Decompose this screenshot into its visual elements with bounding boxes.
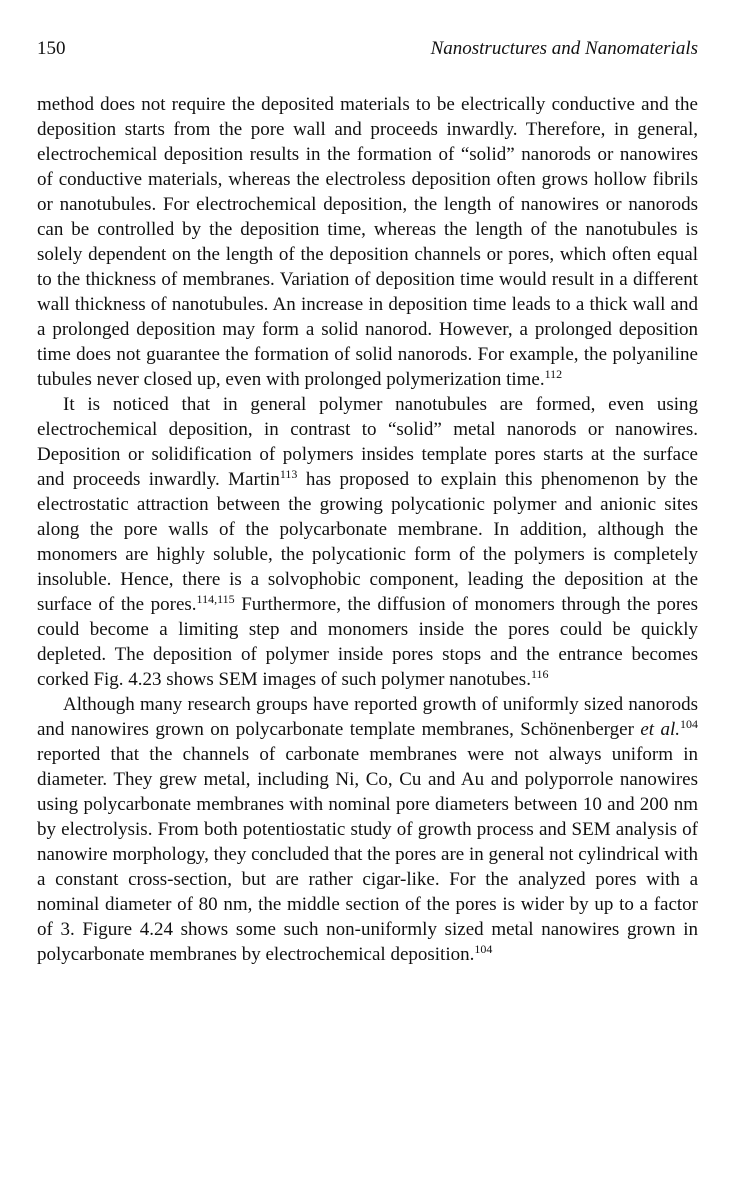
citation-superscript: 113 bbox=[279, 467, 298, 481]
body-text bbox=[37, 92, 698, 967]
paragraph-text: Furthermore, the diffusion of monomers through the pores could become a limiting step and monomers inside the pores could be quickly depleted. The deposition of polymer inside pores stops and the entrance becomes corked Fig. 4.23 shows SEM images of such polymer nanotubes. bbox=[37, 594, 698, 690]
paragraph-text: has proposed to explain this phenomenon by the electrostatic attraction between the growing polycationic polymer and anionic sites along the pore walls of the polycarbonate membrane. In addition, although the monomers are highly soluble, the polycationic form of the polymers is completely insoluble. Hence, there is a solvophobic component, leading the deposition at the surface of the pores. bbox=[37, 469, 698, 615]
citation-superscript: 114,115 bbox=[196, 592, 235, 606]
citation-superscript: 112 bbox=[544, 367, 563, 381]
paragraph bbox=[37, 692, 698, 967]
paragraph-text: Although many research groups have reported growth of uniformly sized nanorods and nanowires grown on polycarbonate template membranes, Schönenberger bbox=[37, 694, 698, 740]
book-page bbox=[37, 38, 698, 967]
paragraph bbox=[37, 392, 698, 692]
citation-superscript: 104 bbox=[474, 942, 493, 956]
page-header bbox=[37, 38, 698, 64]
paragraph-text: reported that the channels of carbonate membranes were not always uniform in diameter. They grew metal, including Ni, Co, Cu and Au and polyporrole nanowires using polycarbonate membranes with nominal pore diameters between 10 and 200 nm by electrolysis. From both potentiostatic study of growth process and SEM analysis of nanowire morphology, they concluded that the pores are in general not cylindrical with a constant cross-section, but are rather cigar-like. For the analyzed pores with a nominal diameter of 80 nm, the middle section of the pores is wider by up to a factor of 3. Figure 4.24 shows some such non-uniformly sized metal nanowires grown in polycarbonate membranes by electrochemical deposition. bbox=[37, 744, 698, 965]
running-title: Nanostructures and Nanomaterials bbox=[430, 38, 698, 59]
paragraph bbox=[37, 92, 698, 392]
paragraph-text: It is noticed that in general polymer nanotubules are formed, even using electrochemical deposition, in contrast to “solid” metal nanorods or nanowires. Deposition or solidification of polymers insides template pores starts at the surface and proceeds inwardly. Martin bbox=[37, 394, 698, 490]
citation-superscript: 104 bbox=[680, 717, 698, 731]
italic-text: et al. bbox=[640, 719, 680, 740]
paragraph-text: method does not require the deposited materials to be electrically conductive and the deposition starts from the pore wall and proceeds inwardly. Therefore, in general, electrochemical deposition results in the formation of “solid” nanorods or nanowires of conductive materials, whereas the electroless deposition often grows hollow fibrils or nanotubules. For electrochemical deposition, the length of nanowires or nanorods can be controlled by the deposition time, whereas the length of the nanotubules is solely dependent on the length of the deposition channels or pores, which often equal to the thickness of membranes. Variation of deposition time would result in a different wall thickness of nanotubules. An increase in deposition time leads to a thick wall and a prolonged deposition may form a solid nanorod. However, a prolonged deposition time does not guarantee the formation of solid nanorods. For example, the polyaniline tubules never closed up, even with prolonged polymerization time. bbox=[37, 94, 698, 390]
citation-superscript: 116 bbox=[530, 667, 549, 681]
page-number: 150 bbox=[37, 38, 66, 59]
